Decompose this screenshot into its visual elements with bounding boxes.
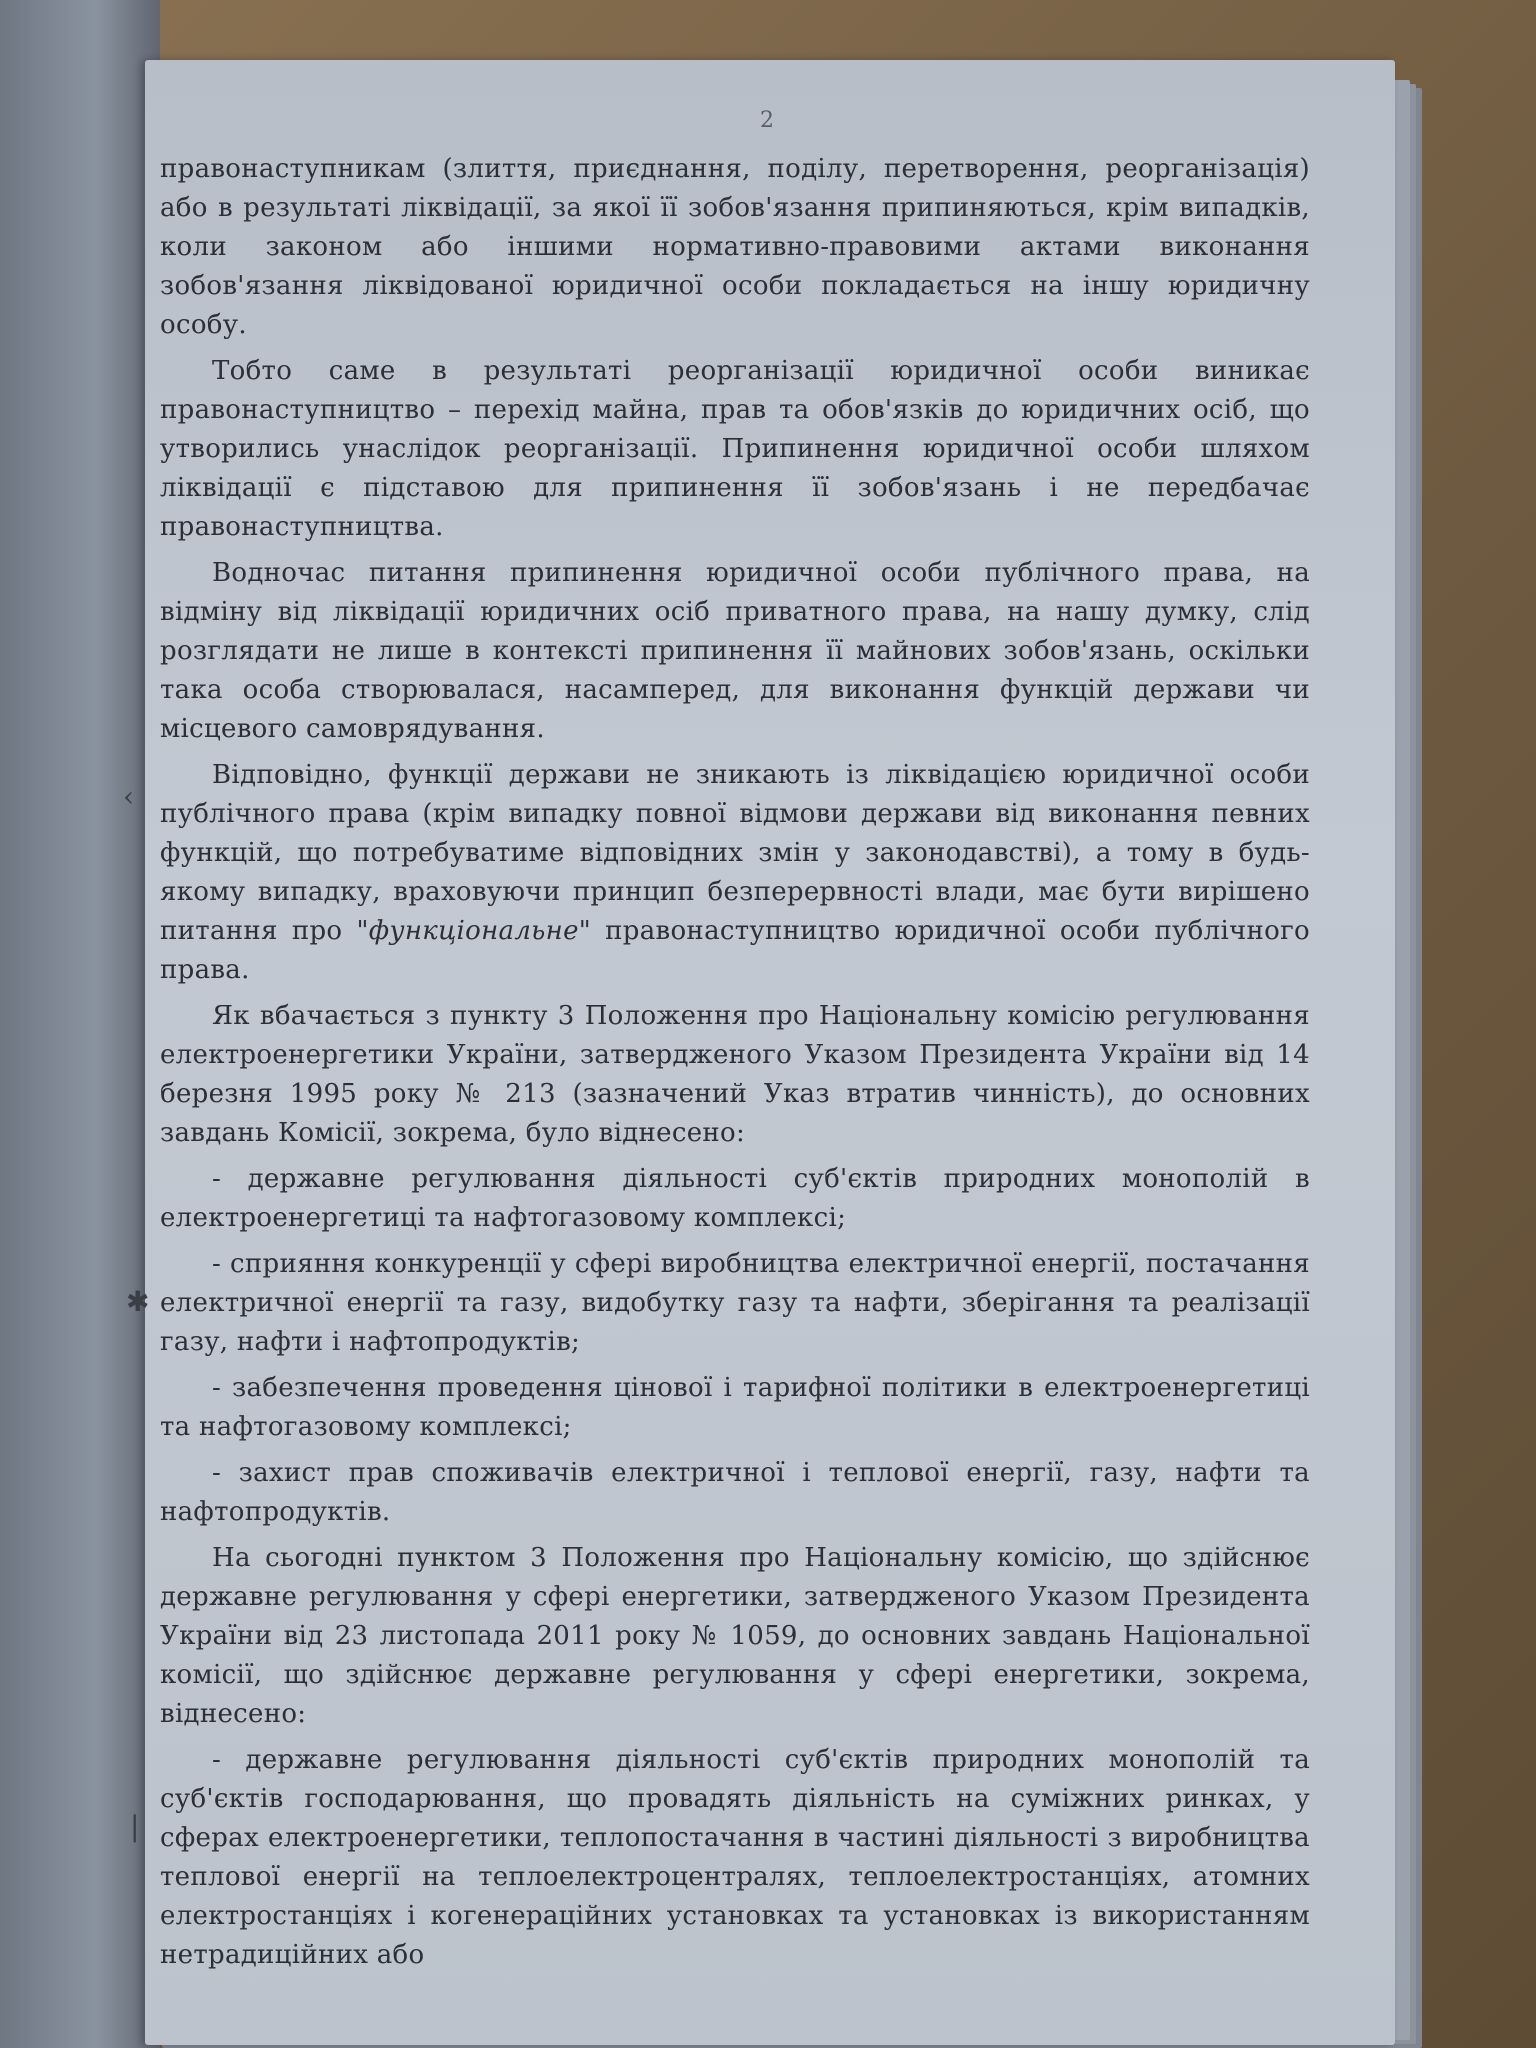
- list-item: - сприяння конкуренції у сфері виробництва електричної енергії, постачання електричної енергії та газу, видобутку газу та нафти, зберігання та реалізації газу, нафти і нафтопродуктів;: [160, 1249, 1310, 1357]
- staple-mark: ✱: [126, 1285, 150, 1318]
- margin-mark: ‹: [123, 780, 135, 813]
- document-text: [160, 150, 1310, 1982]
- paragraph-part: Відповідно, функції держави не зникають із ліквідацією юридичної особи публічного права (крім випадку повної відмови держави від виконання певних функцій, що потребуватиме відповідних змін у законодавстві), а тому в будь-якому випадку, враховуючи принцип безперервності влади, має бути вирішено питання про: [160, 760, 1310, 946]
- list-item: - забезпечення проведення цінової і тарифної політики в електроенергетиці та нафтогазовому комплексі;: [160, 1373, 1310, 1442]
- paragraph-part: правонаступництво юридичної особи публічного права.: [160, 916, 1311, 985]
- paragraph: На сьогодні пунктом 3 Положення про Національну комісію, що здійснює державне регулювання у сфері енергетики, затвердженого Указом Президента України від 23 листопада 2011 року № 1059, до основних завдань Національної комісії, що здійснює державне регулювання у сфері енергетики, зокрема, віднесено:: [160, 1543, 1310, 1729]
- list-item: - державне регулювання діяльності суб'єктів природних монополій в електроенергетиці та нафтогазовому комплексі;: [160, 1164, 1310, 1233]
- paragraph: Водночас питання припинення юридичної особи публічного права, на відміну від ліквідації юридичних осіб приватного права, на нашу думку, слід розглядати не лише в контексті припинення її майнових зобов'язань, оскільки така особа створювалася, насамперед, для виконання функцій держави чи місцевого самоврядування.: [160, 558, 1310, 744]
- paragraph: правонаступникам (злиття, приєднання, поділу, перетворення, реорганізація) або в результаті ліквідації, за якої її зобов'язання припиняються, крім випадків, коли законом або іншими нормативно-правовими актами виконання зобов'язання ліквідованої юридичної особи покладається на іншу юридичну особу.: [160, 154, 1310, 340]
- paragraph: Тобто саме в результаті реорганізації юридичної особи виникає правонаступництво – перехід майна, прав та обов'язків до юридичних осіб, що утворились унаслідок реорганізації. Припинення юридичної особи шляхом ліквідації є підставою для припинення її зобов'язань і не передбачає правонаступництва.: [160, 356, 1310, 542]
- margin-mark: |: [130, 1810, 140, 1843]
- paragraph: Як вбачається з пункту 3 Положення про Національну комісію регулювання електроенергетики України, затвердженого Указом Президента України від 14 березня 1995 року № 213 (зазначений Указ втратив чинність), до основних завдань Комісії, зокрема, було віднесено:: [160, 1001, 1310, 1148]
- page-number: 2: [760, 108, 774, 133]
- list-item: - захист прав споживачів електричної і теплової енергії, газу, нафти та нафтопродуктів.: [160, 1458, 1310, 1527]
- paragraph: [160, 756, 1310, 990]
- left-page: [0, 0, 160, 2048]
- emphasis-text: "функціональне": [356, 916, 592, 946]
- list-item: - державне регулювання діяльності суб'єктів природних монополій та суб'єктів господарювання, що провадять діяльність на суміжних ринках, у сферах електроенергетики, теплопостачання в частині діяльності з виробництва теплової енергії на теплоелектроцентралях, теплоелектростанціях, атомних електростанціях і когенераційних установках та установках із використанням нетрадиційних або: [160, 1745, 1310, 1970]
